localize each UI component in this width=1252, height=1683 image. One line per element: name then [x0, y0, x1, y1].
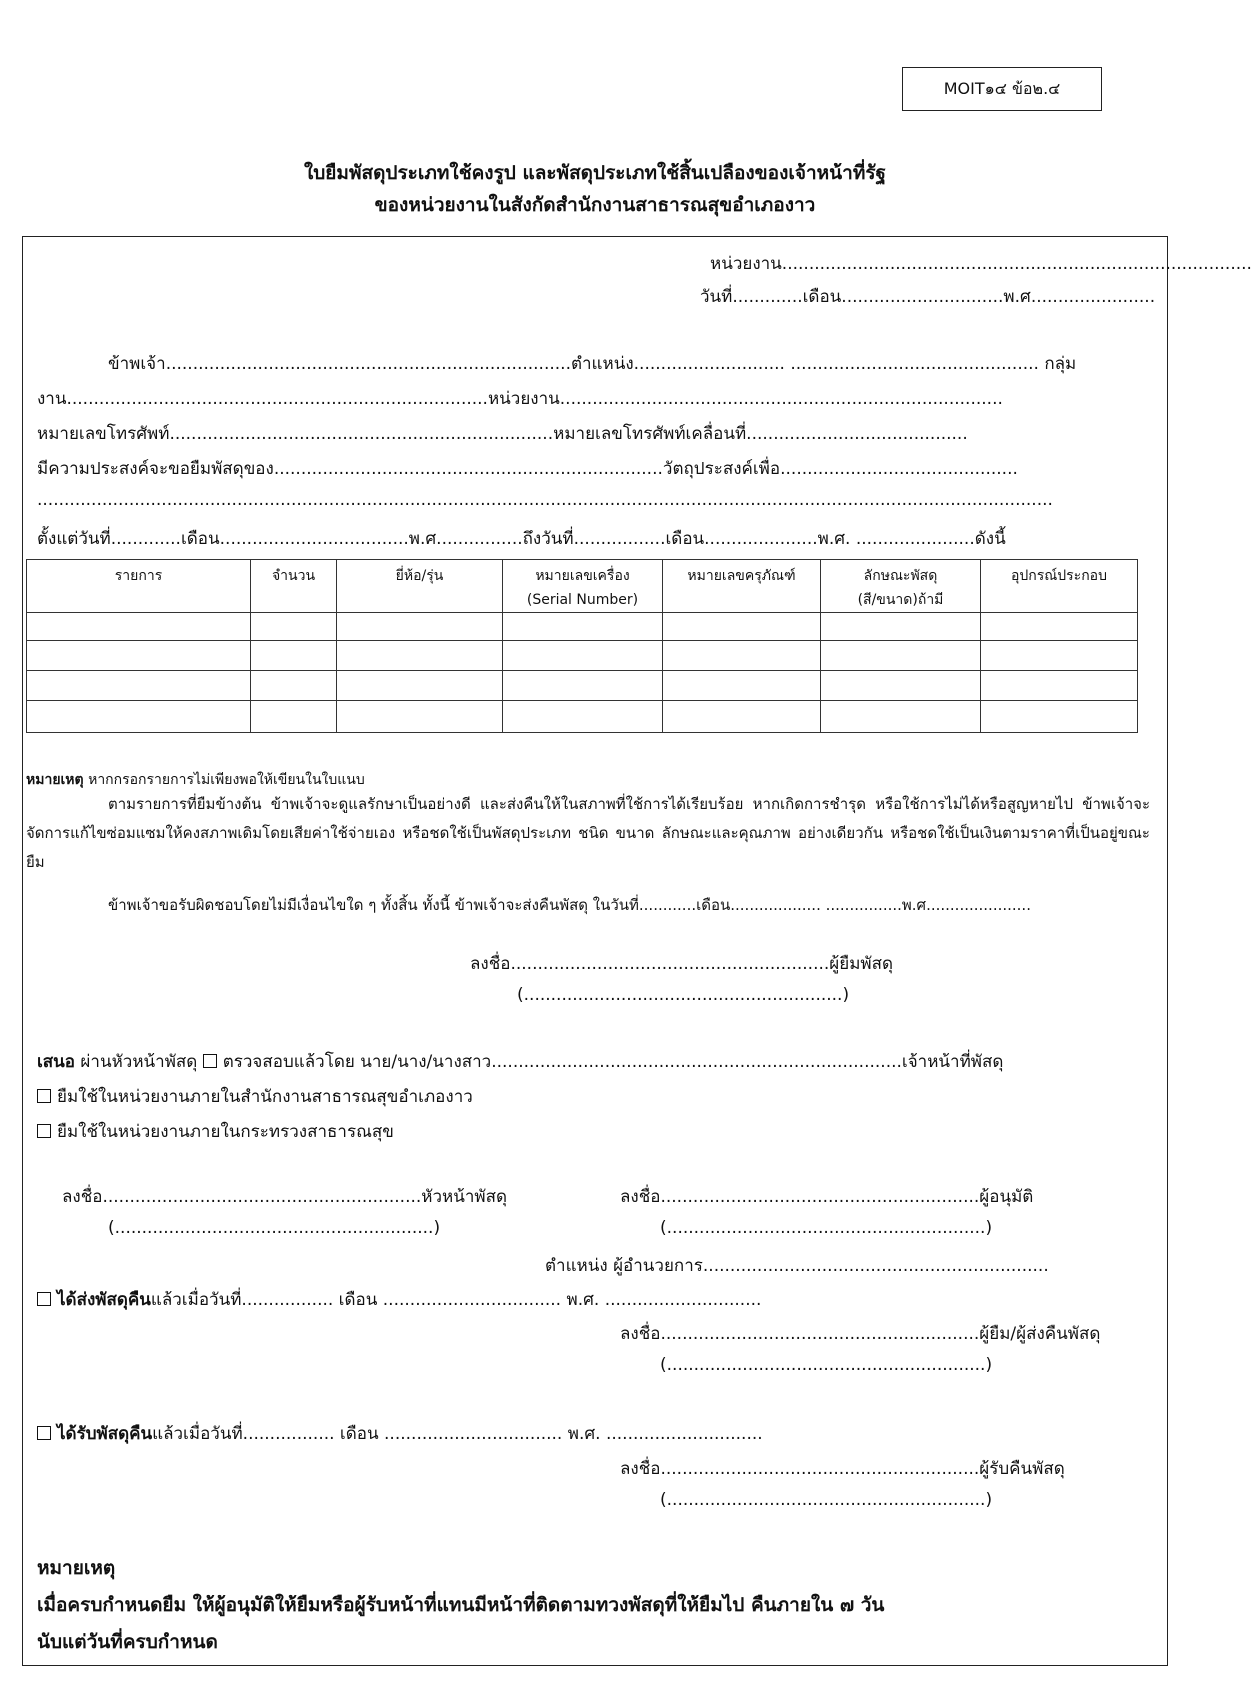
name-position-field[interactable]: ข้าพเจ้า...........................................................................ตำแหน่ง............................ .............................................. กลุ่ม: [108, 354, 1077, 374]
propose-text: ผ่านหัวหน้าพัสดุ: [75, 1052, 203, 1072]
borrower-signature[interactable]: ลงชื่อ...........................................................ผู้ยืมพัสดุ: [470, 954, 894, 974]
header-item: รายการ: [27, 560, 251, 613]
group-unit-field[interactable]: งาน..............................................................................หน่วยงาน..................................................................................: [37, 389, 1003, 409]
director-position[interactable]: ตำแหน่ง ผู้อำนวยการ................................................................: [545, 1256, 1049, 1276]
table-row[interactable]: [27, 671, 1138, 701]
approver-name[interactable]: (...........................................................): [660, 1218, 993, 1238]
returner-signature[interactable]: ลงชื่อ...........................................................ผู้ยืม/ผู้ส่งคืนพัสดุ: [620, 1324, 1101, 1344]
terms-paragraph: ตามรายการที่ยืมข้างต้น ข้าพเจ้าจะดูแลรักษาเป็นอย่างดี และส่งคืนให้ในสภาพที่ใช้การได้เรียบร้อย หากเกิดการชำรุด หรือใช้การไม่ได้หรือสูญหายไป ข้าพเจ้าจะจัดการแก้ไขซ่อมแซมให้คงสภาพเดิมโดยเสียค่าใช้จ่ายเอง หรือชดใช้เป็นพัสดุประเภท ชนิด ขนาด ลักษณะและคุณภาพ อย่างเดียวกัน หรือชดใช้เป็นเงินตามราคาที่เป็นอยู่ขณะยืม: [26, 795, 1150, 871]
form-title-line1: ใบยืมพัสดุประเภทใช้คงรูป และพัสดุประเภทใช้สิ้นเปลืองของเจ้าหน้าที่รัฐ: [303, 162, 887, 184]
borrow-purpose-field[interactable]: มีความประสงค์จะขอยืมพัสดุของ........................................................................วัตถุประสงค์เพื่อ............................................: [37, 459, 1018, 479]
checked-by-checkbox[interactable]: [203, 1054, 217, 1068]
table-row[interactable]: [27, 641, 1138, 671]
propose-line: [37, 1048, 1003, 1075]
head-name[interactable]: (...........................................................): [108, 1218, 441, 1238]
head-signature[interactable]: ลงชื่อ...........................................................หัวหน้าพัสดุ: [62, 1187, 508, 1207]
district-office-checkbox[interactable]: [37, 1089, 51, 1103]
ministry-checkbox[interactable]: [37, 1124, 51, 1138]
header-accessories: อุปกรณ์ประกอบ: [981, 560, 1138, 613]
borrow-period-field[interactable]: ตั้งแต่วันที่.............เดือน...................................พ.ศ................ถึงวันที่.................เดือน.....................พ.ศ. ......................ดังนี้: [37, 529, 1006, 549]
form-code-box: [902, 67, 1102, 111]
receiver-signature[interactable]: ลงชื่อ...........................................................ผู้รับคืนพัสดุ: [620, 1459, 1065, 1479]
propose-label: เสนอ: [37, 1052, 76, 1072]
returned-checkbox[interactable]: [37, 1292, 51, 1306]
received-date-field[interactable]: แล้วเมื่อวันที่................. เดือน ................................. พ.ศ. .............................: [152, 1424, 763, 1444]
return-date-field[interactable]: ข้าพเจ้าขอรับผิดชอบโดยไม่มีเงื่อนไขใด ๆ ทั้งสิ้น ทั้งนี้ ข้าพเจ้าจะส่งคืนพัสดุ ในวันที่............เดือน................... ................พ.ศ......................: [108, 896, 1031, 914]
received-label: ได้รับพัสดุคืน: [57, 1424, 153, 1444]
header-serial-number: หมายเลขเครื่อง (Serial Number): [503, 560, 663, 613]
unit-field[interactable]: หน่วยงาน.......................................................................................: [710, 254, 1252, 274]
header-asset-number: หมายเลขครุภัณฑ์: [663, 560, 821, 613]
table-row[interactable]: [27, 613, 1138, 641]
footer-note-line1: เมื่อครบกำหนดยืม ให้ผู้อนุมัติให้ยืมหรือผู้รับหน้าที่แทนมีหน้าที่ติดตามทวงพัสดุที่ให้ยืมไป คืนภายใน ๗ วัน: [37, 1594, 885, 1616]
checked-by-field[interactable]: ตรวจสอบแล้วโดย นาย/นาง/นางสาว............................................................................เจ้าหน้าที่พัสดุ: [222, 1052, 1004, 1072]
received-line[interactable]: [37, 1420, 763, 1447]
table-header-row: [27, 560, 1138, 613]
header-brand-model: ยี่ห้อ/รุ่น: [337, 560, 503, 613]
purpose-continue-field[interactable]: ............................................................................................................................................................................................: [37, 490, 1053, 510]
option-ministry[interactable]: [37, 1118, 394, 1145]
returner-name[interactable]: (...........................................................): [660, 1355, 993, 1375]
district-office-label: ยืมใช้ในหน่วยงานภายในสำนักงานสาธารณสุขอำเภองาว: [57, 1087, 473, 1107]
borrower-name[interactable]: (...........................................................): [517, 985, 850, 1005]
header-quantity: จำนวน: [251, 560, 337, 613]
date-field[interactable]: วันที่.............เดือน..............................พ.ศ.......................: [700, 287, 1156, 307]
form-title-line2: ของหน่วยงานในสังกัดสำนักงานสาธารณสุขอำเภองาว: [374, 194, 816, 216]
phone-field[interactable]: หมายเลขโทรศัพท์.......................................................................หมายเลขโทรศัพท์เคลื่อนที่.........................................: [37, 424, 968, 444]
table-row[interactable]: [27, 701, 1138, 733]
items-table: [26, 559, 1138, 733]
ministry-label: ยืมใช้ในหน่วยงานภายในกระทรวงสาธารณสุข: [57, 1122, 394, 1142]
small-note: [26, 769, 365, 791]
returned-label: ได้ส่งพัสดุคืน: [57, 1290, 151, 1310]
received-checkbox[interactable]: [37, 1426, 51, 1440]
form-code: MOIT๑๔ ข้อ๒.๔: [943, 78, 1061, 98]
option-district-office[interactable]: [37, 1083, 473, 1110]
returned-date-field[interactable]: แล้วเมื่อวันที่................. เดือน ................................. พ.ศ. .............................: [150, 1290, 762, 1310]
small-note-label: หมายเหตุ: [26, 772, 84, 788]
footer-note-label: หมายเหตุ: [37, 1557, 116, 1579]
approver-signature[interactable]: ลงชื่อ...........................................................ผู้อนุมัติ: [620, 1187, 1034, 1207]
returned-line[interactable]: [37, 1286, 761, 1313]
receiver-name[interactable]: (...........................................................): [660, 1490, 993, 1510]
header-characteristics: ลักษณะพัสดุ (สี/ขนาด)ถ้ามี: [821, 560, 981, 613]
small-note-text: หากกรอกรายการไม่เพียงพอให้เขียนในใบแนบ: [83, 772, 365, 788]
footer-note-line2: นับแต่วันที่ครบกำหนด: [37, 1631, 218, 1653]
